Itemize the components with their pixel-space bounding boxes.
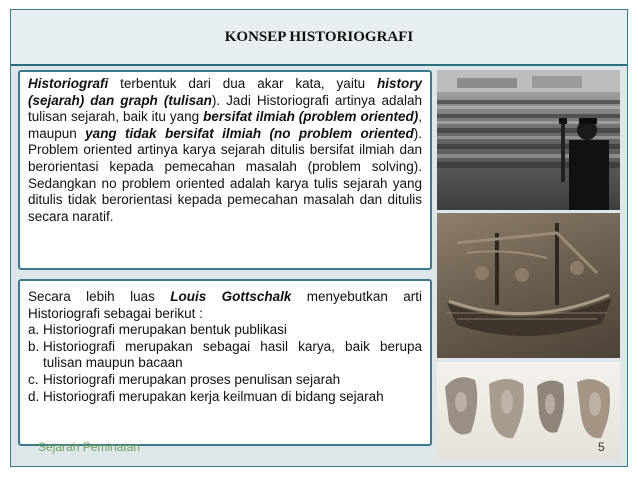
footer-course-label: Sejarah Peminatan	[38, 440, 141, 454]
intro-text-a: Secara lebih luas	[28, 289, 171, 304]
title-bar	[11, 10, 627, 66]
list-item-text: Historiografi merupakan bentuk publikasi	[43, 322, 287, 338]
list-marker: b.	[28, 338, 40, 354]
term-scientific: bersifat ilmiah (problem oriented)	[203, 109, 419, 125]
list-marker: c.	[28, 371, 39, 387]
list-marker: d.	[28, 388, 40, 404]
term-historiografi: Historiografi	[28, 76, 109, 91]
list-item	[28, 372, 422, 389]
definition-box	[18, 70, 432, 270]
list-item-text: Historiografi merupakan sebagai hasil karya, baik berupa tulisan maupun bacaan	[43, 338, 422, 371]
list-item-text: Historiografi merupakan kerja keilmuan di bidang sejarah	[43, 388, 384, 404]
author-name: Louis Gottschalk	[170, 289, 292, 304]
term-non-scientific: yang tidak bersifat ilmiah (no problem oriented	[85, 125, 414, 141]
definition-text-4: ). Problem oriented artinya karya sejarah ditulis bersifat ilmiah dan berorientasi kepada pemecahan masalah (problem solving). Sedangkan no problem oriented adalah karya tulis sejarah yang ditulis tidak berorientasi kepada pemecahan masalah dan ditulis secara naratif.	[28, 125, 422, 224]
page-number: 5	[598, 440, 605, 454]
ship-relief-photo	[437, 213, 620, 358]
crowd-photo	[437, 70, 620, 210]
intro-text-b: menyebutkan arti Historiografi sebagai berikut :	[28, 289, 422, 321]
definition-text-1: terbentuk dari dua akar kata, yaitu	[108, 76, 377, 91]
definition-text-3: , maupun	[28, 109, 423, 141]
slide-title: KONSEP HISTORIOGRAFI	[224, 29, 414, 45]
stone-tools-art	[437, 362, 620, 460]
list-item	[28, 322, 422, 339]
stone-tools-photo	[437, 362, 620, 460]
list-item-text: Historiografi merupakan proses penulisan sejarah	[43, 371, 341, 387]
crowd-photo-art	[437, 70, 620, 210]
term-history-graph: history (sejarah) dan graph (tulisan	[28, 76, 422, 108]
photo-column	[437, 70, 620, 460]
gottschalk-box	[18, 279, 432, 446]
gottschalk-intro	[28, 289, 422, 322]
definition-text-2: ). Jadi Historiografi artinya adalah tulisan sejarah, baik itu yang	[28, 92, 422, 125]
list-marker: a.	[28, 322, 40, 338]
definition-list	[28, 322, 422, 405]
list-item	[28, 339, 422, 372]
ship-relief-art	[437, 213, 620, 358]
list-item	[28, 389, 422, 406]
